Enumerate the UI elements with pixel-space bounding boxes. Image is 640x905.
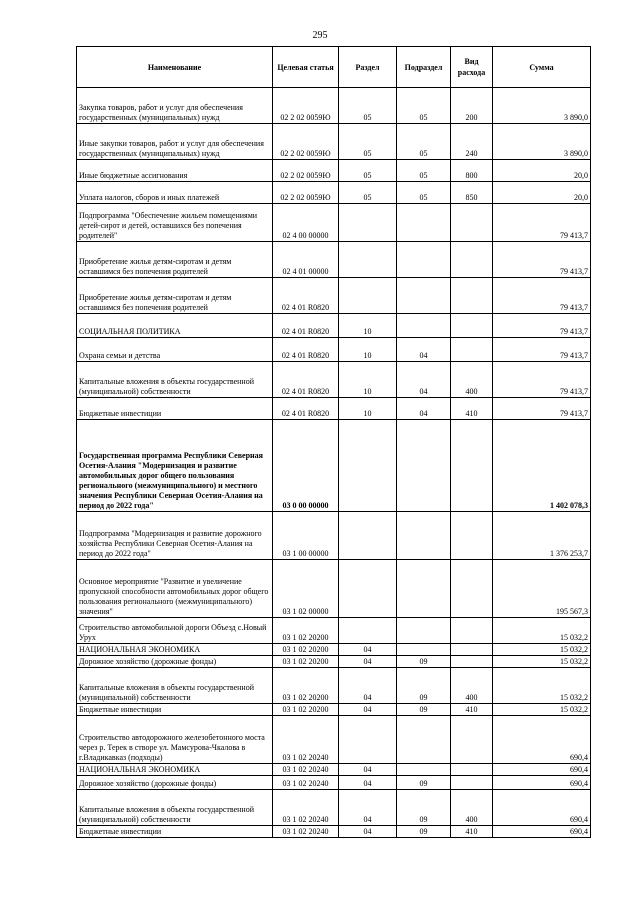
cell-target: 03 1 02 20240 — [273, 826, 339, 838]
cell-sum: 690,4 — [493, 716, 591, 764]
cell-section — [339, 560, 397, 618]
cell-name: Иные закупки товаров, работ и услуг для обеспечения государственных (муниципальных) нужд — [77, 124, 273, 160]
cell-section: 04 — [339, 668, 397, 704]
table-row — [77, 338, 591, 362]
cell-section: 10 — [339, 314, 397, 338]
cell-expense-type — [451, 656, 493, 668]
table-row — [77, 124, 591, 160]
cell-expense-type — [451, 560, 493, 618]
cell-sum: 690,4 — [493, 826, 591, 838]
table-row — [77, 826, 591, 838]
cell-sum: 79 413,7 — [493, 398, 591, 420]
cell-subsection: 09 — [397, 668, 451, 704]
cell-subsection: 04 — [397, 362, 451, 398]
cell-name: Дорожное хозяйство (дорожные фонды) — [77, 776, 273, 790]
cell-target: 03 1 02 20240 — [273, 716, 339, 764]
cell-section — [339, 242, 397, 278]
table-row — [77, 764, 591, 776]
cell-expense-type — [451, 764, 493, 776]
cell-sum: 15 032,2 — [493, 644, 591, 656]
table-row — [77, 160, 591, 182]
cell-target: 03 1 02 20240 — [273, 790, 339, 826]
cell-sum: 1 402 078,3 — [493, 420, 591, 512]
cell-sum: 79 413,7 — [493, 278, 591, 314]
table-row — [77, 716, 591, 764]
cell-section: 10 — [339, 362, 397, 398]
cell-expense-type — [451, 204, 493, 242]
cell-sum: 195 567,3 — [493, 560, 591, 618]
cell-sum: 79 413,7 — [493, 338, 591, 362]
cell-subsection: 04 — [397, 338, 451, 362]
cell-subsection — [397, 278, 451, 314]
cell-section: 05 — [339, 182, 397, 204]
cell-expense-type — [451, 776, 493, 790]
table-row — [77, 668, 591, 704]
cell-target: 03 1 02 20200 — [273, 668, 339, 704]
cell-subsection — [397, 764, 451, 776]
cell-sum: 15 032,2 — [493, 656, 591, 668]
cell-section: 05 — [339, 160, 397, 182]
cell-sum: 3 890,0 — [493, 88, 591, 124]
table-row — [77, 560, 591, 618]
cell-expense-type — [451, 618, 493, 644]
cell-expense-type — [451, 338, 493, 362]
cell-name: Приобретение жилья детям-сиротам и детям оставшимся без попечения родителей — [77, 278, 273, 314]
cell-target: 02 4 01 R0820 — [273, 398, 339, 420]
cell-section: 10 — [339, 398, 397, 420]
cell-name: Закупка товаров, работ и услуг для обеспечения государственных (муниципальных) нужд — [77, 88, 273, 124]
cell-target: 03 1 02 00000 — [273, 560, 339, 618]
cell-target: 02 4 01 R0820 — [273, 278, 339, 314]
cell-expense-type: 410 — [451, 398, 493, 420]
cell-target: 03 1 02 20240 — [273, 776, 339, 790]
cell-sum: 690,4 — [493, 790, 591, 826]
cell-subsection: 09 — [397, 790, 451, 826]
cell-name: Строительство автомобильной дороги Объезд с.Новый Урух — [77, 618, 273, 644]
cell-target: 02 2 02 0059Ю — [273, 88, 339, 124]
table-row — [77, 242, 591, 278]
table-row — [77, 398, 591, 420]
cell-target: 03 1 00 00000 — [273, 512, 339, 560]
cell-subsection: 05 — [397, 160, 451, 182]
cell-target: 03 1 02 20200 — [273, 618, 339, 644]
cell-name: Капитальные вложения в объекты государственной (муниципальной) собственности — [77, 790, 273, 826]
cell-name: Иные бюджетные ассигнования — [77, 160, 273, 182]
cell-section — [339, 618, 397, 644]
page-number: 295 — [312, 30, 328, 41]
cell-sum: 79 413,7 — [493, 204, 591, 242]
cell-target: 03 1 02 20200 — [273, 644, 339, 656]
table-row — [77, 204, 591, 242]
cell-name: Бюджетные инвестиции — [77, 826, 273, 838]
cell-section: 04 — [339, 644, 397, 656]
cell-section — [339, 716, 397, 764]
cell-expense-type: 400 — [451, 790, 493, 826]
cell-sum: 690,4 — [493, 776, 591, 790]
cell-name: НАЦИОНАЛЬНАЯ ЭКОНОМИКА — [77, 644, 273, 656]
cell-section — [339, 512, 397, 560]
cell-section: 05 — [339, 124, 397, 160]
cell-subsection — [397, 644, 451, 656]
cell-name: Капитальные вложения в объекты государственной (муниципальной) собственности — [77, 362, 273, 398]
cell-sum: 79 413,7 — [493, 362, 591, 398]
cell-subsection — [397, 420, 451, 512]
cell-subsection: 09 — [397, 656, 451, 668]
cell-target: 02 2 02 0059Ю — [273, 160, 339, 182]
cell-expense-type — [451, 420, 493, 512]
cell-expense-type — [451, 512, 493, 560]
cell-subsection — [397, 560, 451, 618]
budget-table — [76, 46, 591, 838]
cell-expense-type — [451, 314, 493, 338]
cell-target: 02 4 01 00000 — [273, 242, 339, 278]
cell-name: Дорожное хозяйство (дорожные фонды) — [77, 656, 273, 668]
cell-expense-type — [451, 716, 493, 764]
cell-sum: 79 413,7 — [493, 242, 591, 278]
cell-section: 10 — [339, 338, 397, 362]
cell-name: Приобретение жилья детям-сиротам и детям оставшимся без попечения родителей — [77, 242, 273, 278]
cell-sum: 1 376 253,7 — [493, 512, 591, 560]
cell-section: 04 — [339, 764, 397, 776]
cell-target: 02 4 01 R0820 — [273, 338, 339, 362]
cell-subsection — [397, 716, 451, 764]
cell-subsection: 04 — [397, 398, 451, 420]
cell-name: Бюджетные инвестиции — [77, 704, 273, 716]
table-row — [77, 314, 591, 338]
table-row — [77, 362, 591, 398]
cell-expense-type: 200 — [451, 88, 493, 124]
table-row — [77, 644, 591, 656]
cell-expense-type: 800 — [451, 160, 493, 182]
cell-name: СОЦИАЛЬНАЯ ПОЛИТИКА — [77, 314, 273, 338]
table-row — [77, 278, 591, 314]
cell-target: 02 2 02 0059Ю — [273, 124, 339, 160]
cell-section: 04 — [339, 790, 397, 826]
cell-expense-type: 400 — [451, 668, 493, 704]
cell-subsection: 09 — [397, 704, 451, 716]
cell-section — [339, 278, 397, 314]
cell-target: 03 1 02 20240 — [273, 764, 339, 776]
cell-section: 05 — [339, 88, 397, 124]
cell-section: 04 — [339, 776, 397, 790]
cell-target: 02 2 02 0059Ю — [273, 182, 339, 204]
cell-name: Строительство автодорожного железобетонного моста через р. Терек в створе ул. Мамсурова-Чкалова в г.Владикавказ (подходы) — [77, 716, 273, 764]
table-row — [77, 618, 591, 644]
table-row — [77, 420, 591, 512]
cell-subsection — [397, 204, 451, 242]
table-row — [77, 656, 591, 668]
table-row — [77, 776, 591, 790]
cell-subsection — [397, 314, 451, 338]
header-subsection: Подраздел — [397, 47, 451, 88]
cell-sum: 15 032,2 — [493, 704, 591, 716]
cell-target: 02 4 01 R0820 — [273, 314, 339, 338]
cell-expense-type — [451, 242, 493, 278]
cell-expense-type: 410 — [451, 704, 493, 716]
cell-expense-type — [451, 644, 493, 656]
cell-sum: 20,0 — [493, 182, 591, 204]
cell-expense-type: 240 — [451, 124, 493, 160]
cell-name: Подпрограмма "Модернизация и развитие дорожного хозяйства Республики Северная Осетия-Алания на период до 2022 года" — [77, 512, 273, 560]
cell-section: 04 — [339, 826, 397, 838]
cell-name: Капитальные вложения в объекты государственной (муниципальной) собственности — [77, 668, 273, 704]
cell-subsection — [397, 242, 451, 278]
header-name: Наименование — [77, 47, 273, 88]
cell-expense-type: 850 — [451, 182, 493, 204]
header-expense-type: Вид расхода — [451, 47, 493, 88]
cell-sum: 20,0 — [493, 160, 591, 182]
table-body — [77, 88, 591, 838]
cell-subsection: 09 — [397, 776, 451, 790]
cell-target: 03 1 02 20200 — [273, 656, 339, 668]
cell-sum: 79 413,7 — [493, 314, 591, 338]
cell-section: 04 — [339, 656, 397, 668]
table-row — [77, 182, 591, 204]
cell-subsection: 09 — [397, 826, 451, 838]
cell-name: Государственная программа Республики Северная Осетия-Алания "Модернизация и развитие автомобильных дорог общего пользования регионального (межмуниципального) и местного значения Республики Северная Осетия-Алания на период до 2022 года" — [77, 420, 273, 512]
header-sum: Сумма — [493, 47, 591, 88]
cell-subsection: 05 — [397, 124, 451, 160]
cell-name: Бюджетные инвестиции — [77, 398, 273, 420]
cell-subsection — [397, 618, 451, 644]
cell-target: 03 1 02 20200 — [273, 704, 339, 716]
cell-expense-type: 400 — [451, 362, 493, 398]
header-section: Раздел — [339, 47, 397, 88]
cell-subsection: 05 — [397, 88, 451, 124]
cell-section: 04 — [339, 704, 397, 716]
cell-target: 03 0 00 00000 — [273, 420, 339, 512]
cell-name: НАЦИОНАЛЬНАЯ ЭКОНОМИКА — [77, 764, 273, 776]
cell-name: Охрана семьи и детства — [77, 338, 273, 362]
cell-sum: 690,4 — [493, 764, 591, 776]
cell-subsection — [397, 512, 451, 560]
cell-name: Подпрограмма "Обеспечение жильем помещениями детей-сирот и детей, оставшихся без попечения родителей" — [77, 204, 273, 242]
table-header-row — [77, 47, 591, 88]
cell-expense-type — [451, 278, 493, 314]
cell-sum: 15 032,2 — [493, 668, 591, 704]
cell-section — [339, 204, 397, 242]
cell-name: Уплата налогов, сборов и иных платежей — [77, 182, 273, 204]
cell-expense-type: 410 — [451, 826, 493, 838]
cell-name: Основное мероприятие "Развитие и увеличение пропускной способности автомобильных дорог общего пользования регионального (межмуниципального) значения" — [77, 560, 273, 618]
cell-target: 02 4 00 00000 — [273, 204, 339, 242]
table-row — [77, 512, 591, 560]
header-target: Целевая статья — [273, 47, 339, 88]
cell-subsection: 05 — [397, 182, 451, 204]
table-row — [77, 704, 591, 716]
table-row — [77, 790, 591, 826]
cell-target: 02 4 01 R0820 — [273, 362, 339, 398]
cell-section — [339, 420, 397, 512]
cell-sum: 15 032,2 — [493, 618, 591, 644]
cell-sum: 3 890,0 — [493, 124, 591, 160]
table-row — [77, 88, 591, 124]
